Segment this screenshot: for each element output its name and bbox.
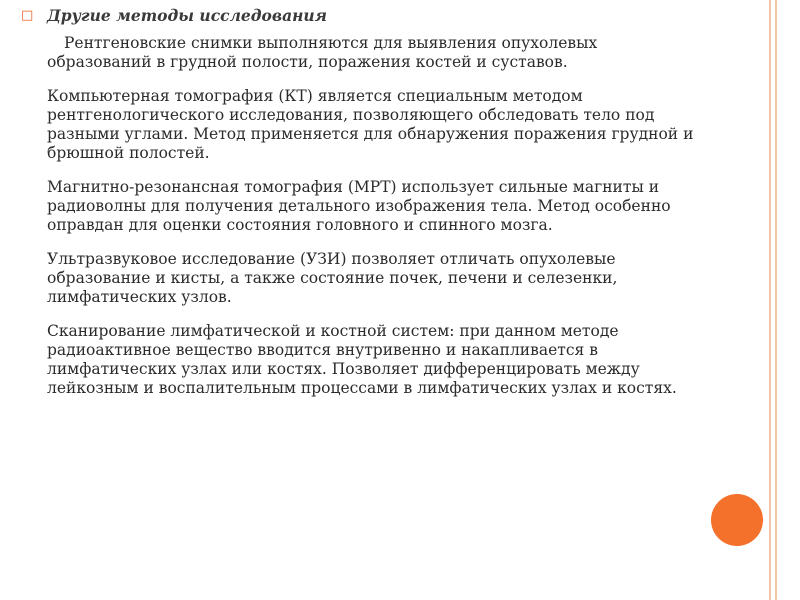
slide-body — [47, 34, 787, 398]
decorative-orange-circle — [711, 494, 763, 546]
paragraph-ct: Компьютерная томография (КТ) является специальным методом рентгенологического исследования, позволяющего обследовать тело под разными углами. Метод применяется для обнаружения поражения грудной и брюшной полостей. — [47, 87, 694, 162]
paragraph-xray: Рентгеновские снимки выполняются для выявления опухолевых образований в грудной полости, поражения костей и суставов. — [47, 34, 598, 71]
slide-header — [21, 4, 327, 26]
paragraph-mri: Магнитно-резонансная томография (МРТ) использует сильные магниты и радиоволны для получения детального изображения тела. Метод особенно оправдан для оценки состояния головного и спинного мозга. — [47, 178, 671, 234]
paragraph-scanning: Сканирование лимфатической и костной систем: при данном методе радиоактивное вещество вводится внутривенно и накапливается в лимфатических узлах или костях. Позволяет дифференцировать между лейкозным и воспалительным процессами в лимфатических узлах и костях. — [47, 322, 677, 397]
square-bullet-icon: □ — [21, 8, 34, 23]
slide-title: Другие методы исследования — [47, 5, 328, 25]
paragraph-ultrasound: Ультразвуковое исследование (УЗИ) позволяет отличать опухолевые образование и кисты, а также состояние почек, печени и селезенки, лимфатических узлов. — [47, 250, 618, 306]
